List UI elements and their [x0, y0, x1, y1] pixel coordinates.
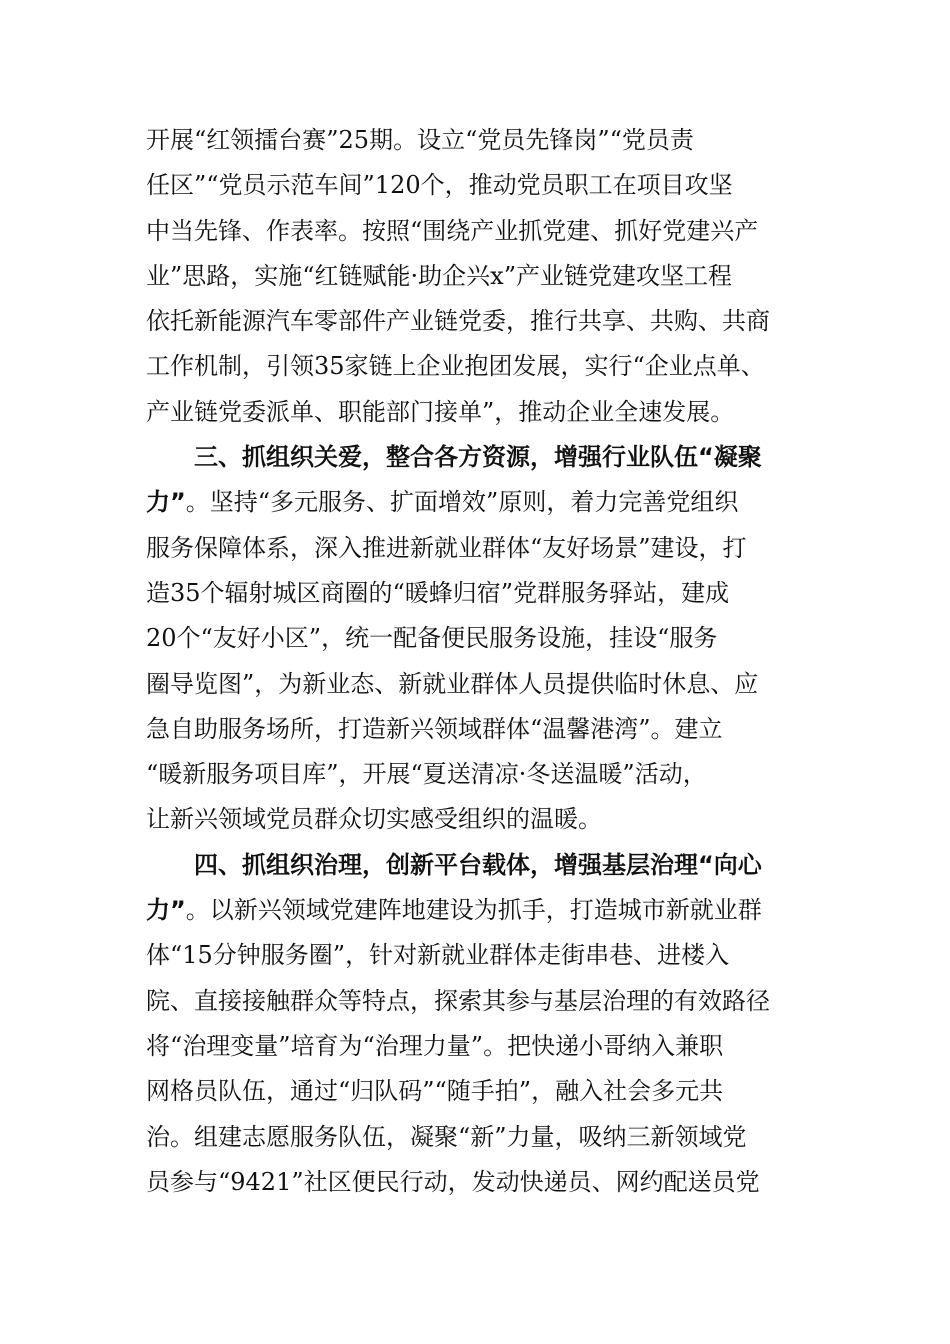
document-body — [146, 118, 836, 1205]
section-4-heading-end: 力” — [146, 896, 186, 925]
paragraph-3-line: 将“治理变量”培育为“治理力量”。把快递小哥纳入兼职 — [146, 1031, 724, 1060]
paragraph-2-line: “暖新服务项目库”，开展“夏送清凉·冬送温暖”活动， — [146, 760, 707, 789]
paragraph-2-line: 圈导览图”，为新业态、新就业群体人员提供临时休息、应 — [146, 669, 759, 698]
paragraph-1-line: 工作机制，引领35家链上企业抱团发展，实行“企业点单、 — [146, 352, 765, 381]
paragraph-3-text: 。以新兴领域党建阵地建设为抓手，打造城市新就业群 — [185, 896, 762, 925]
paragraph-3-line: 员参与“9421”社区便民行动，发动快递员、网约配送员党 — [146, 1167, 760, 1196]
paragraph-2-text: 。坚持“多元服务、扩面增效”原则，着力完善党组织 — [185, 488, 739, 517]
section-4-heading: 四、抓组织治理，创新平台载体，增强基层治理“向心 — [194, 850, 762, 879]
paragraph-1-line: 任区”“党员示范车间”120个，推动党员职工在项目攻坚 — [146, 171, 733, 200]
paragraph-1-line: 中当先锋、作表率。按照“围绕产业抓党建、抓好党建兴产 — [146, 216, 759, 245]
section-3-heading-end: 力” — [146, 488, 186, 517]
paragraph-1-line: 开展“红领擂台赛”25期。设立“党员先锋岗”“党员责 — [146, 126, 694, 154]
paragraph-2-line: 让新兴领域党员群众切实感受组织的温暖。 — [146, 805, 602, 834]
paragraph-1-line: 产业链党委派单、职能部门接单”，推动企业全速发展。 — [146, 397, 735, 426]
paragraph-2-line: 20个“友好小区”，统一配备便民服务设施，挂设“服务 — [146, 624, 718, 653]
paragraph-3-line: 院、直接接触群众等特点，探索其参与基层治理的有效路径 — [146, 986, 770, 1015]
paragraph-3-line — [146, 888, 836, 933]
paragraph-3-line: 治。组建志愿服务队伍，凝聚“新”力量，吸纳三新领域党 — [146, 1122, 747, 1151]
paragraph-2-line: 急自助服务场所，打造新兴领域群体“温馨港湾”。建立 — [146, 714, 723, 743]
paragraph-1-line: 依托新能源汽车零部件产业链党委，推行共享、共购、共商 — [146, 307, 770, 336]
paragraph-2-line: 服务保障体系，深入推进新就业群体“友好场景”建设，打 — [146, 533, 747, 562]
paragraph-3-line: 网格员队伍，通过“归队码”“随手拍”，融入社会多元共 — [146, 1077, 724, 1106]
paragraph-2-line — [146, 480, 836, 525]
paragraph-1-line: 业”思路，实施“红链赋能·助企兴x”产业链党建攻坚工程 — [146, 261, 732, 290]
paragraph-2-line: 造35个辐射城区商圈的“暖蜂归宿”党群服务驿站，建成 — [146, 578, 730, 607]
section-3-heading: 三、抓组织关爱，整合各方资源，增强行业队伍“凝聚 — [194, 443, 762, 472]
paragraph-3-line: 体“15分钟服务圈”，针对新就业群体走街串巷、进楼入 — [146, 941, 730, 970]
